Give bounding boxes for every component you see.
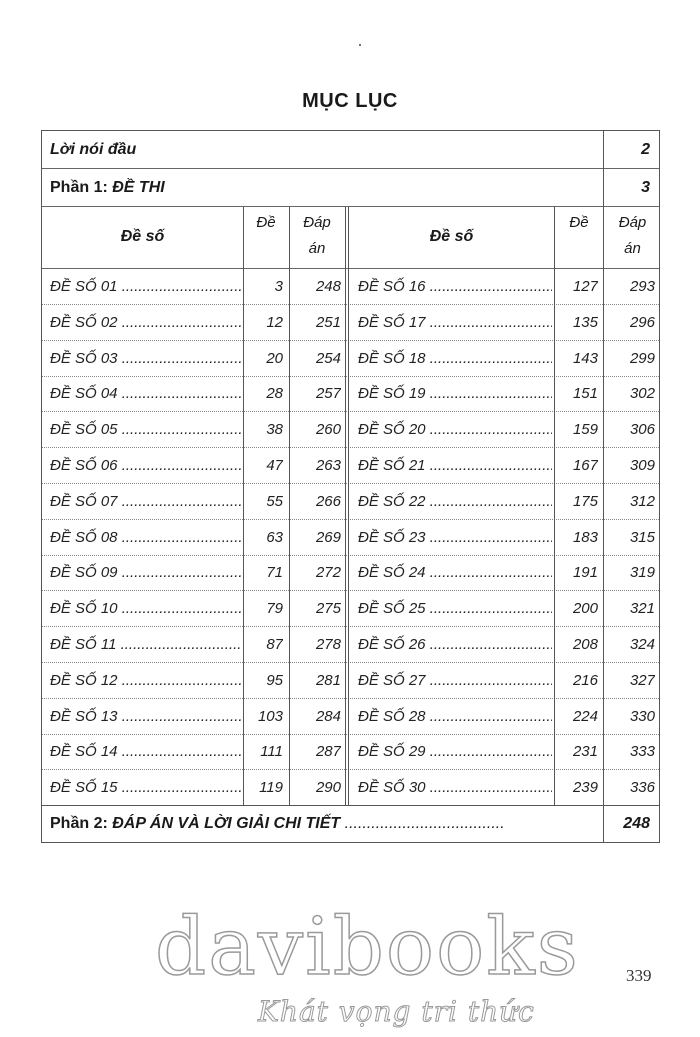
exam-name-right: ĐỀ SỐ 18 ..... — [358, 341, 552, 377]
table-row — [42, 699, 659, 735]
col-divider-left-de — [243, 207, 244, 806]
table-row — [42, 591, 659, 627]
exam-page-right: 224 — [572, 707, 598, 725]
table-row — [42, 663, 659, 699]
intro-page: 2 — [641, 140, 650, 158]
exam-page-right: 159 — [572, 421, 598, 439]
answer-page-left: 290 — [315, 779, 341, 797]
table-row — [42, 448, 659, 484]
exam-page-left: 47 — [266, 457, 283, 474]
exam-page-left: 111 — [260, 743, 283, 761]
exam-page-right: 175 — [572, 492, 598, 510]
exam-page-right: 191 — [572, 564, 598, 582]
exam-page-right: 151 — [572, 385, 598, 403]
answer-page-left: 281 — [315, 671, 341, 689]
table-row — [42, 412, 659, 448]
header-an-right: án — [624, 240, 641, 257]
exam-name-left: ĐỀ SỐ 09 ..... — [50, 555, 241, 591]
answer-page-left: 251 — [315, 313, 341, 331]
table-row — [42, 305, 659, 341]
table-row — [42, 520, 659, 556]
header-exam-right: Đề số — [429, 228, 474, 245]
answer-page-left: 257 — [315, 385, 341, 403]
exam-page-left: 95 — [266, 671, 283, 689]
answer-page-left: 248 — [315, 278, 341, 295]
answer-page-left: 266 — [315, 492, 341, 510]
answer-page-right: 319 — [629, 564, 655, 582]
header-de-left: Đề — [256, 214, 276, 231]
exam-page-left: 28 — [266, 385, 283, 403]
exam-page-left: 71 — [266, 564, 283, 582]
exam-name-left: ĐỀ SỐ 06 ..... — [50, 448, 241, 484]
part1-prefix: Phần 1: — [50, 178, 108, 196]
col-divider-right-de — [554, 207, 555, 806]
table-row — [42, 627, 659, 663]
exam-name-left: ĐỀ SỐ 14 ..... — [50, 734, 241, 770]
part1-page: 3 — [641, 178, 650, 196]
exam-name-left: ĐỀ SỐ 13 ..... — [50, 699, 241, 735]
exam-page-right: 239 — [572, 779, 598, 797]
exam-name-right: ĐỀ SỐ 25 ..... — [358, 591, 552, 627]
exam-name-left: ĐỀ SỐ 07 ..... — [50, 484, 241, 520]
exam-page-right: 231 — [572, 743, 598, 761]
exam-name-right: ĐỀ SỐ 29 ..... — [358, 734, 552, 770]
answer-page-right: 293 — [629, 278, 655, 295]
table-row — [42, 555, 659, 591]
table-header-row — [42, 207, 659, 269]
table-row — [42, 269, 659, 305]
exam-name-right: ĐỀ SỐ 19 ..... — [358, 376, 552, 412]
exam-page-left: 12 — [266, 313, 283, 331]
exam-page-left: 103 — [257, 707, 283, 725]
exam-page-left: 38 — [266, 421, 283, 439]
answer-page-left: 278 — [315, 636, 341, 653]
answer-page-left: 287 — [315, 743, 341, 761]
page-number: 339 — [626, 966, 652, 985]
part1-label — [50, 179, 165, 197]
exam-name-right: ĐỀ SỐ 22 ..... — [358, 484, 552, 520]
table-row — [42, 341, 659, 377]
scan-speck — [359, 44, 361, 46]
exam-name-left: ĐỀ SỐ 11 ..... — [50, 627, 241, 663]
exam-page-right: 135 — [572, 313, 598, 331]
exam-page-left: 3 — [274, 278, 283, 295]
answer-page-left: 272 — [315, 564, 341, 582]
exam-rows — [42, 269, 659, 806]
part1-name: ĐỀ THI — [112, 178, 165, 196]
exam-page-left: 63 — [266, 528, 283, 546]
part2-prefix: Phần 2: — [50, 815, 108, 832]
answer-page-right: 296 — [629, 313, 655, 331]
exam-name-left: ĐỀ SỐ 04 ..... — [50, 376, 241, 412]
header-an-left: án — [308, 240, 326, 257]
part2-leader-dots: .................................... — [344, 815, 505, 832]
answer-page-left: 260 — [315, 421, 341, 439]
table-of-contents — [41, 130, 660, 843]
answer-page-right: 306 — [629, 421, 655, 439]
exam-name-left: ĐỀ SỐ 01 ..... — [50, 269, 241, 305]
exam-name-left: ĐỀ SỐ 02 ..... — [50, 305, 241, 341]
exam-name-right: ĐỀ SỐ 24 ..... — [358, 555, 552, 591]
exam-name-left: ĐỀ SỐ 12 ..... — [50, 663, 241, 699]
answer-page-right: 315 — [629, 528, 655, 546]
answer-page-left: 263 — [315, 457, 341, 474]
exam-name-right: ĐỀ SỐ 21 ..... — [358, 448, 552, 484]
exam-page-right: 167 — [572, 457, 598, 474]
page-column-divider — [603, 131, 604, 842]
answer-page-right: 312 — [629, 492, 655, 510]
exam-name-right: ĐỀ SỐ 26 ..... — [358, 627, 552, 663]
exam-name-right: ĐỀ SỐ 27 ..... — [358, 663, 552, 699]
exam-name-right: ĐỀ SỐ 17 ..... — [358, 305, 552, 341]
part2-page: 248 — [623, 815, 650, 832]
exam-name-left: ĐỀ SỐ 15 ..... — [50, 770, 241, 806]
answer-page-left: 254 — [315, 349, 341, 367]
answer-page-right: 302 — [629, 385, 655, 403]
table-row — [42, 734, 659, 770]
toc-row-part2 — [42, 806, 659, 842]
answer-page-right: 330 — [629, 707, 655, 725]
col-divider-left-ans — [289, 207, 290, 806]
header-de-right: Đề — [569, 214, 589, 231]
answer-page-right: 309 — [629, 457, 655, 474]
exam-page-right: 216 — [572, 671, 598, 689]
exam-name-left: ĐỀ SỐ 08 ..... — [50, 520, 241, 556]
exam-page-left: 20 — [266, 349, 283, 367]
exam-page-left: 55 — [266, 492, 283, 510]
table-row — [42, 376, 659, 412]
exam-name-right: ĐỀ SỐ 20 ..... — [358, 412, 552, 448]
watermark-brand: davibooks — [155, 900, 580, 993]
center-double-divider — [345, 207, 349, 806]
header-exam-left: Đề số — [120, 228, 165, 245]
exam-name-right: ĐỀ SỐ 16 ..... — [358, 269, 552, 305]
toc-row-part1 — [42, 169, 659, 207]
answer-page-right: 321 — [629, 600, 655, 618]
exam-page-left: 119 — [259, 779, 283, 797]
header-dap-right: Đáp — [618, 214, 647, 231]
answer-page-left: 275 — [315, 600, 341, 618]
exam-page-left: 87 — [266, 636, 283, 653]
exam-page-right: 200 — [572, 600, 598, 618]
header-dap-left: Đáp — [303, 214, 331, 231]
exam-page-right: 183 — [572, 528, 598, 546]
exam-name-right: ĐỀ SỐ 23 ..... — [358, 520, 552, 556]
watermark-slogan: Khát vọng tri thức — [258, 995, 535, 1028]
answer-page-left: 269 — [315, 528, 341, 546]
answer-page-right: 336 — [629, 779, 655, 797]
table-row — [42, 484, 659, 520]
exam-name-right: ĐỀ SỐ 28 ..... — [358, 699, 552, 735]
exam-name-right: ĐỀ SỐ 30 ..... — [358, 770, 552, 806]
answer-page-left: 284 — [315, 707, 341, 725]
exam-page-right: 208 — [572, 636, 598, 653]
answer-page-right: 327 — [629, 671, 655, 689]
exam-name-left: ĐỀ SỐ 05 ..... — [50, 412, 241, 448]
part2-name: ĐÁP ÁN VÀ LỜI GIẢI CHI TIẾT — [112, 815, 341, 832]
exam-name-left: ĐỀ SỐ 10 ..... — [50, 591, 241, 627]
table-row — [42, 770, 659, 806]
page-title: MỤC LỤC — [302, 90, 398, 112]
answer-page-right: 299 — [629, 349, 655, 367]
answer-page-right: 324 — [629, 636, 655, 653]
part2-label — [50, 815, 505, 833]
exam-page-right: 127 — [572, 278, 598, 295]
answer-page-right: 333 — [629, 743, 655, 761]
exam-name-left: ĐỀ SỐ 03 ..... — [50, 341, 241, 377]
toc-row-intro — [42, 131, 659, 169]
exam-page-left: 79 — [266, 600, 283, 618]
exam-page-right: 143 — [572, 349, 598, 367]
intro-label: Lời nói đầu — [50, 140, 137, 158]
